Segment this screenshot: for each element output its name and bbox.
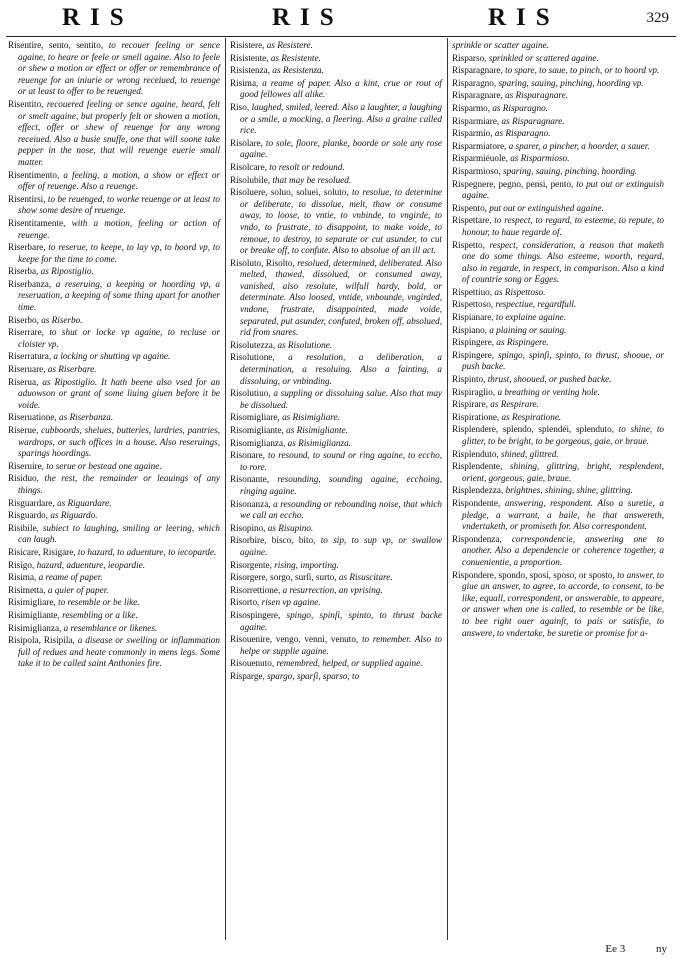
- dictionary-entry: [230, 175, 442, 187]
- entry-headword: Riseruare,: [8, 364, 46, 375]
- entry-definition: shined, glittred.: [498, 448, 559, 459]
- entry-headword: Risparmioso,: [452, 165, 501, 176]
- dictionary-entry: [452, 240, 664, 286]
- dictionary-entry: [230, 560, 442, 572]
- entry-definition: to sip, to sup vp, or swallow againe.: [240, 535, 442, 557]
- entry-headword: Risplendere, splendo, splendéi, splenduto,: [452, 424, 615, 435]
- entry-headword: Risibile,: [8, 522, 39, 533]
- entry-headword: Risentimento,: [8, 169, 60, 180]
- entry-definition: as Ripostiglio.: [38, 266, 94, 277]
- dictionary-entry: [8, 242, 220, 265]
- dictionary-entry: [452, 570, 664, 640]
- entry-headword: Riserua,: [8, 376, 39, 387]
- entry-headword: Risorbire, bisco, bito,: [230, 535, 316, 546]
- dictionary-entry: [230, 65, 442, 77]
- dictionary-entry: [230, 162, 442, 174]
- entry-headword: Risorrettione,: [230, 584, 281, 595]
- entry-definition: as Risparagnare.: [502, 90, 569, 101]
- dictionary-entry: [452, 461, 664, 484]
- entry-headword: Risimetta,: [8, 584, 46, 595]
- dictionary-entry: [230, 438, 442, 450]
- column-divider: [447, 38, 448, 940]
- entry-headword: Risonante,: [230, 474, 270, 485]
- entry-definition: to be reuenged, to worke reuenge or at least to show some desire of reuenge.: [18, 193, 220, 216]
- entry-definition: to explaine againe.: [493, 312, 567, 323]
- entry-definition: as Resistere.: [264, 40, 313, 50]
- entry-headword: Risouenire, vengo, venni, venuto,: [230, 634, 359, 645]
- entry-definition: to shut or locke vp againe, to recluse or cloister vp.: [18, 327, 220, 349]
- entry-headword: Risentitamente,: [8, 217, 66, 228]
- signature-mark: Ee 3: [605, 943, 626, 955]
- dictionary-entry: [452, 374, 664, 386]
- entry-definition: a suppling or dissoluing salue. Also that may be dissolued.: [240, 388, 442, 410]
- entry-definition: to respect, to regard, to esteeme, to repute, to honour, to haue regarde of.: [462, 215, 664, 237]
- entry-definition: risen vp againe.: [259, 597, 321, 608]
- entry-headword: Risorto,: [230, 597, 260, 608]
- entry-headword: Risparmio,: [452, 128, 493, 139]
- entry-definition: thrust, shooued, or pushed backe.: [485, 374, 612, 385]
- entry-headword: Rispettoso,: [452, 299, 494, 310]
- dictionary-entry: [452, 103, 664, 115]
- entry-definition: as Resistente.: [268, 52, 321, 63]
- entry-definition: to resolue, to determine or deliberate, to dissolue, melt, thaw or consume away, to loose, to vntie, to vnbinde, to vngirde, to vndo, to frustrate, to disappoint, to make voide, to remoue, to destroy, to separate or cut asunder, to cut or breake off, to confute. Also to absolue of an ill act.: [240, 187, 442, 256]
- dictionary-entry: [8, 585, 220, 597]
- dictionary-entry: [452, 215, 664, 238]
- dictionary-entry: [452, 498, 664, 533]
- entry-headword: Riserratura,: [8, 351, 52, 362]
- entry-headword: Rispinto,: [452, 374, 486, 385]
- entry-definition: rising, importing.: [271, 559, 339, 570]
- entry-headword: Risorgere, sorgo, surſi, surto,: [230, 572, 337, 583]
- entry-headword: Risparmiare,: [452, 115, 500, 126]
- entry-definition: subiect to laughing, smiling or leering, which can laugh.: [18, 522, 220, 545]
- dictionary-entry: [8, 40, 220, 98]
- entry-headword: Risparmiatore,: [452, 140, 507, 151]
- entry-definition: a reame of paper.: [36, 572, 103, 583]
- dictionary-entry: [230, 671, 442, 683]
- dictionary-entry: [452, 166, 664, 178]
- entry-definition: as Rispingere.: [494, 337, 549, 348]
- entry-headword: Risouenuto,: [230, 658, 275, 669]
- dictionary-entry: [8, 364, 220, 376]
- dictionary-entry: [452, 534, 664, 569]
- dictionary-entry: [452, 141, 664, 153]
- entry-definition: resembling or a like.: [59, 609, 138, 620]
- dictionary-entry: [230, 658, 442, 670]
- dictionary-entry: [230, 352, 442, 387]
- entry-headword: Rispiano,: [452, 324, 487, 335]
- entry-definition: as Risparagno.: [492, 128, 551, 139]
- entry-definition: laughed, smiled, leered. Also a laughter, a laughing or a smile, a mocking, a fleering. Also a graine called rice.: [240, 101, 442, 136]
- entry-definition: as Risupino.: [265, 522, 314, 533]
- entry-definition: spargo, sparſi, sparso, to: [264, 670, 360, 681]
- dictionary-entry: [452, 312, 664, 324]
- dictionary-entry: [230, 585, 442, 597]
- catchword: ny: [656, 943, 667, 955]
- dictionary-entry: [8, 266, 220, 278]
- entry-definition: as Riserbare.: [45, 364, 97, 375]
- entry-definition: a plaining or sauing.: [486, 324, 567, 335]
- running-header: [0, 4, 681, 38]
- entry-definition: as Riserbanza.: [56, 412, 114, 423]
- entry-headword: Risomigliante,: [230, 425, 284, 435]
- entry-headword: Risicare, Risigare,: [8, 546, 76, 557]
- entry-headword: Risomigliare,: [230, 412, 280, 423]
- entry-definition: a quier of paper.: [45, 584, 109, 595]
- entry-headword: Rispianare,: [452, 312, 494, 323]
- entry-definition: a sparer, a pincher, a hoorder, a sauer.: [506, 140, 650, 151]
- entry-headword: Risolutiuo,: [230, 388, 271, 399]
- entry-definition: sprinkled or scattered againe.: [486, 52, 599, 63]
- entry-definition: as Resistenza.: [270, 65, 324, 76]
- dictionary-entry: [8, 597, 220, 609]
- header-rule: [6, 36, 676, 37]
- entry-definition: sprinkle or scatter againe.: [452, 40, 549, 50]
- entry-definition: a reame of paper. Also a kint, crue or rout of good fellowes all alike.: [240, 77, 442, 100]
- dictionary-entry: [230, 535, 442, 558]
- entry-headword: Risparagnare,: [452, 65, 503, 76]
- dictionary-entry: [8, 461, 220, 473]
- dictionary-entry: [8, 279, 220, 314]
- entry-definition: to serue or bestead one againe.: [43, 460, 162, 471]
- entry-definition: answering, respondent. Also a suretie, a pledge, a warrant, a baile, he that answereth, vndertaketh, or promiseth for. Also correspondent.: [462, 497, 664, 532]
- entry-headword: Risparso,: [452, 52, 487, 63]
- dictionary-entry: [8, 635, 220, 670]
- entry-headword: Risimigliare,: [8, 597, 56, 608]
- entry-headword: Risima,: [8, 572, 37, 583]
- entry-headword: Risoluere, soluo, soluei, soluto,: [230, 187, 349, 198]
- dictionary-entry: [452, 203, 664, 215]
- dictionary-entry: [452, 449, 664, 461]
- dictionary-entry: [452, 78, 664, 90]
- entry-headword: Risguardare,: [8, 497, 55, 508]
- entry-headword: Rispondere, spondo, sposi, sposo, or sposto,: [452, 569, 615, 580]
- entry-definition: to hazard, to aduenture, to iecoparde.: [75, 546, 217, 557]
- entry-headword: Risentirsi,: [8, 193, 46, 204]
- entry-headword: Risimiglianza,: [8, 622, 62, 633]
- entry-headword: Risima,: [230, 77, 259, 88]
- dictionary-entry: [452, 485, 664, 497]
- dictionary-entry: [230, 138, 442, 161]
- entry-headword: Risguardo,: [8, 510, 49, 521]
- entry-definition: as Risparagnare.: [499, 115, 565, 126]
- dictionary-entry: [8, 473, 220, 496]
- dictionary-entry: [452, 350, 664, 373]
- entry-definition: as Respiratione.: [499, 411, 562, 422]
- entry-headword: Risoluto, Risolto,: [230, 257, 295, 268]
- entry-headword: Risomiglianza,: [230, 437, 286, 448]
- entry-definition: resounding, sounding againe, ecchoing, ringing againe.: [240, 474, 442, 496]
- entry-headword: Risparagno,: [452, 77, 497, 88]
- entry-headword: Riserba,: [8, 266, 39, 277]
- dictionary-entry: [230, 258, 442, 339]
- entry-headword: Risospingere,: [230, 609, 281, 620]
- entry-headword: Risentito,: [8, 98, 44, 109]
- entry-definition: as Ripostiglio. It hath beene also vsed for an aduowson or grant of some liuing giuen before it be voide.: [18, 376, 220, 410]
- entry-definition: as Risparmioso.: [507, 153, 570, 164]
- entry-headword: Rispirare,: [452, 399, 488, 410]
- dictionary-entry: [8, 498, 220, 510]
- entry-definition: spingo, spinſi, spinto, to thrust, shooue, or push backe.: [462, 349, 664, 372]
- entry-headword: Rispondente,: [452, 497, 501, 508]
- entry-headword: Rispiratione,: [452, 411, 500, 422]
- entry-definition: to resemble or be like.: [55, 597, 140, 608]
- dictionary-entry: [230, 572, 442, 584]
- entry-headword: Riserbo,: [8, 314, 39, 325]
- entry-definition: to spare, to saue, to pinch, or to hoord vp.: [502, 65, 660, 76]
- entry-headword: Risparge,: [230, 670, 265, 681]
- entry-headword: Risipola, Risipila,: [8, 635, 75, 646]
- entry-definition: respect, consideration, a reason that maketh one do some things. Also esteeme, woorth, regard, also in regarde, in respect, in comparison. Also a kind of countrie song or Egges.: [462, 239, 664, 285]
- entry-headword: Risistenza,: [230, 65, 271, 76]
- dictionary-entry: [230, 340, 442, 352]
- dictionary-entry: [8, 547, 220, 559]
- dictionary-entry: [230, 187, 442, 257]
- page-footer: [577, 943, 667, 955]
- column-3: [452, 40, 664, 640]
- dictionary-entry: [452, 40, 664, 52]
- dictionary-entry: [452, 65, 664, 77]
- entry-headword: Rispegnere, pegno, pensi, pento,: [452, 178, 574, 189]
- entry-headword: Risimigliante,: [8, 609, 60, 620]
- entry-definition: correspondencie, answering one to another. Also a dependencie or coherence together, a conuenientie, a proportion.: [462, 533, 664, 567]
- entry-definition: as Risolutione.: [275, 339, 333, 350]
- dictionary-entry: [8, 425, 220, 460]
- entry-definition: to recouer feeling or sence againe, to heare or feele or smell againe. Also to feele or shew a motion or effect or offer or remembrance of reuenge for an iniurie or wrong receiued, to reuenge or at least to offer to be reuenged.: [18, 40, 220, 97]
- entry-definition: as Risuscitare.: [336, 572, 393, 583]
- entry-headword: Risolutione,: [230, 352, 275, 363]
- dictionary-entry: [230, 425, 442, 437]
- dictionary-entry: [8, 377, 220, 412]
- dictionary-entry: [452, 325, 664, 337]
- entry-definition: a locking or shutting vp againe.: [51, 351, 171, 362]
- dictionary-entry: [230, 499, 442, 522]
- dictionary-entry: [452, 128, 664, 140]
- dictionary-entry: [230, 53, 442, 65]
- entry-definition: as Risparagno.: [490, 102, 548, 113]
- entry-headword: Riserrare,: [8, 327, 44, 338]
- entry-definition: a resemblance or likenes.: [61, 622, 158, 633]
- entry-definition: brightnes, shining, shine, glittring.: [503, 485, 633, 496]
- entry-definition: the rest, the remainder or leauings of any things.: [18, 473, 220, 495]
- entry-definition: a reseruing, a keeping or hoording vp, a reseruation, a keeping of some thing apart for another time.: [18, 278, 220, 313]
- entry-headword: Risonare,: [230, 450, 265, 461]
- entry-headword: Risorgente,: [230, 559, 272, 570]
- dictionary-entry: [8, 510, 220, 522]
- entry-headword: Rispetto,: [452, 239, 485, 250]
- entry-headword: Risentire, sento, sentito,: [8, 40, 104, 50]
- entry-headword: Risparmo,: [452, 102, 491, 113]
- entry-headword: Risparmiéuole,: [452, 153, 508, 164]
- dictionary-entry: [452, 337, 664, 349]
- header-center: RIS: [272, 4, 344, 31]
- dictionary-entry: [8, 523, 220, 546]
- entry-headword: Risonanza,: [230, 498, 271, 509]
- dictionary-entry: [8, 560, 220, 572]
- entry-definition: remembred, helped, or supplied againe.: [274, 658, 423, 669]
- entry-headword: Rispettiuo,: [452, 286, 493, 297]
- entry-headword: Rispettare,: [452, 215, 492, 226]
- entry-definition: respectiue, regardfull.: [493, 299, 577, 310]
- dictionary-entry: [8, 572, 220, 584]
- dictionary-entry: [8, 351, 220, 363]
- header-left: RIS: [62, 4, 134, 31]
- entry-headword: Rispingere,: [452, 337, 495, 348]
- entry-definition: as Rispettoso.: [492, 286, 546, 297]
- entry-definition: to put out or extinguish againe.: [462, 178, 665, 201]
- entry-definition: a feeling, a motion, a show or effect or offer of reuenge. Also a reuenge.: [18, 169, 220, 192]
- column-2: [230, 40, 442, 683]
- entry-definition: a resolution, a deliberation, a determination, a resoluing. Also a fainting, a dissoluing, or vnbinding.: [240, 352, 442, 386]
- entry-definition: to resolt or redound.: [267, 161, 345, 172]
- dictionary-entry: [452, 299, 664, 311]
- entry-definition: as Risimigliare.: [279, 412, 340, 423]
- entry-definition: as Respirare.: [487, 399, 539, 410]
- entry-definition: as Risimiglianza.: [285, 437, 351, 448]
- entry-definition: as Riguardare.: [54, 497, 112, 508]
- entry-headword: Rispiraglio,: [452, 386, 496, 397]
- entry-definition: as Riserbo.: [38, 314, 83, 325]
- entry-headword: Risigo,: [8, 559, 35, 570]
- dictionary-entry: [230, 40, 442, 52]
- entry-definition: shining, glittring, bright, resplendent, orient, gorgeous, gaie, braue.: [462, 461, 664, 483]
- dictionary-entry: [230, 474, 442, 497]
- dictionary-entry: [230, 388, 442, 411]
- dictionary-entry: [8, 327, 220, 350]
- entry-headword: Risplenduto,: [452, 448, 499, 459]
- entry-headword: Risistere,: [230, 40, 265, 50]
- entry-definition: resolued, determined, deliberated. Also melted, thawed, dissolued, or consumed away, vanished, also resolute, wilfull hardy, bold, or determinate. Also loosed, vntide, vnbounde, vngirded, vndone, frustrate, disappointed, made voide, separated, put asunder, confuted, broken off, absolued, rid from snares.: [240, 257, 443, 338]
- entry-definition: cubboords, shelues, butteries, lardries, pantries, wardrops, or such offices in a house. Also reseruings, sparings hoordings.: [18, 425, 220, 459]
- entry-headword: Risolare,: [230, 137, 263, 148]
- dictionary-entry: [452, 412, 664, 424]
- dictionary-entry: [8, 623, 220, 635]
- entry-definition: as Riguardo.: [48, 510, 98, 521]
- entry-headword: Riserbare,: [8, 242, 46, 253]
- header-right: RIS: [488, 4, 560, 31]
- entry-definition: spingo, spinſi, spinto, to thrust backe againe.: [240, 609, 442, 632]
- dictionary-entry: [452, 116, 664, 128]
- dictionary-entry: [230, 78, 442, 101]
- entry-definition: sparing, sauing, pinching, hoording.: [500, 165, 638, 176]
- entry-headword: Rispondenza,: [452, 533, 502, 544]
- dictionary-entry: [8, 412, 220, 424]
- entry-headword: Riso,: [230, 101, 250, 112]
- entry-definition: a disease or swelling or inflammation full of redues and heate commonly in mens legs. Some take it to be called saint Anthonies fire.: [18, 635, 220, 669]
- entry-headword: Risistente,: [230, 52, 269, 63]
- entry-definition: sparing, sauing, pinching, hoording vp.: [496, 77, 644, 88]
- entry-definition: that may be resolued.: [270, 174, 352, 185]
- entry-headword: Riseruatione,: [8, 412, 57, 423]
- entry-definition: to resound, to sound or ring againe, to eccho, to rore.: [240, 450, 442, 472]
- dictionary-entry: [8, 610, 220, 622]
- dictionary-entry: [230, 412, 442, 424]
- entry-definition: to shine, to glitter, to be bright, to be gorgeous, gaie, or braue.: [462, 424, 665, 446]
- column-1: [8, 40, 220, 671]
- entry-headword: Risiduo,: [8, 473, 39, 484]
- dictionary-entry: [452, 287, 664, 299]
- dictionary-entry: [8, 170, 220, 193]
- dictionary-entry: [452, 90, 664, 102]
- dictionary-entry: [452, 179, 664, 202]
- dictionary-entry: [230, 634, 442, 657]
- entry-headword: Risolcare,: [230, 161, 267, 172]
- dictionary-entry: [8, 99, 220, 169]
- entry-definition: to sole, floore, planke, boorde or sole any rose againe.: [240, 137, 442, 160]
- entry-definition: a resounding or rebounding noise, that which we call an eccho.: [240, 498, 442, 521]
- column-divider: [225, 38, 226, 940]
- entry-headword: Risplendente,: [452, 461, 503, 472]
- entry-definition: a breathing or venting hole.: [495, 386, 600, 397]
- entry-definition: recouered feeling or sence againe, heard, felt or smelt againe, but properly felt or showen a motion, effect, offer or shew of reuenge for any wrong receiued. Also a busie snuffe, one that will soone take pepper in the nose, that will reuenge euerie small matter.: [18, 98, 220, 167]
- entry-headword: Rispingere,: [452, 349, 495, 360]
- dictionary-entry: [230, 523, 442, 535]
- entry-headword: Riserbanza,: [8, 278, 52, 289]
- entry-headword: Risplendezza,: [452, 485, 504, 496]
- dictionary-entry: [230, 597, 442, 609]
- entry-headword: Risolutezza,: [230, 339, 276, 350]
- dictionary-entry: [452, 153, 664, 165]
- dictionary-entry: [230, 450, 442, 473]
- entry-definition: to reserue, to keepe, to lay vp, to hoord vp, to keepe for the time to come.: [18, 242, 220, 264]
- entry-headword: Risparagnare,: [452, 90, 503, 101]
- entry-definition: put out or extinguished againe.: [486, 202, 604, 213]
- dictionary-entry: [230, 102, 442, 137]
- entry-definition: to answer, to giue an answer, to agree, to accorde, to consent, to be like, equall, correspondent, or answerable, to appeare, or answer when one is called, to resemble or be like, to bee right ouer againſt, to pais or satisfie, to answere, to vndertake, be suretie or promise for a-: [462, 569, 664, 638]
- entry-headword: Riseruire,: [8, 460, 44, 471]
- dictionary-entry: [452, 399, 664, 411]
- dictionary-entry: [8, 315, 220, 327]
- page-number: 329: [646, 10, 669, 26]
- entry-definition: hazard, aduenture, ieopardie.: [34, 559, 146, 570]
- dictionary-entry: [8, 218, 220, 241]
- entry-headword: Rispento,: [452, 202, 487, 213]
- entry-headword: Risolubile,: [230, 174, 271, 185]
- entry-definition: with a motion, feeling or action of reuenge.: [18, 217, 220, 240]
- dictionary-entry: [452, 387, 664, 399]
- dictionary-entry: [8, 194, 220, 217]
- entry-headword: Risopino,: [230, 522, 266, 533]
- entry-definition: as Risimigliante.: [283, 425, 348, 435]
- entry-definition: to remember. Also to helpe or supplie againe.: [240, 634, 442, 656]
- dictionary-entry: [230, 610, 442, 633]
- dictionary-entry: [452, 424, 664, 447]
- entry-definition: a resurrection, an vprising.: [280, 584, 383, 595]
- entry-headword: Riserue,: [8, 425, 39, 435]
- dictionary-entry: [452, 53, 664, 65]
